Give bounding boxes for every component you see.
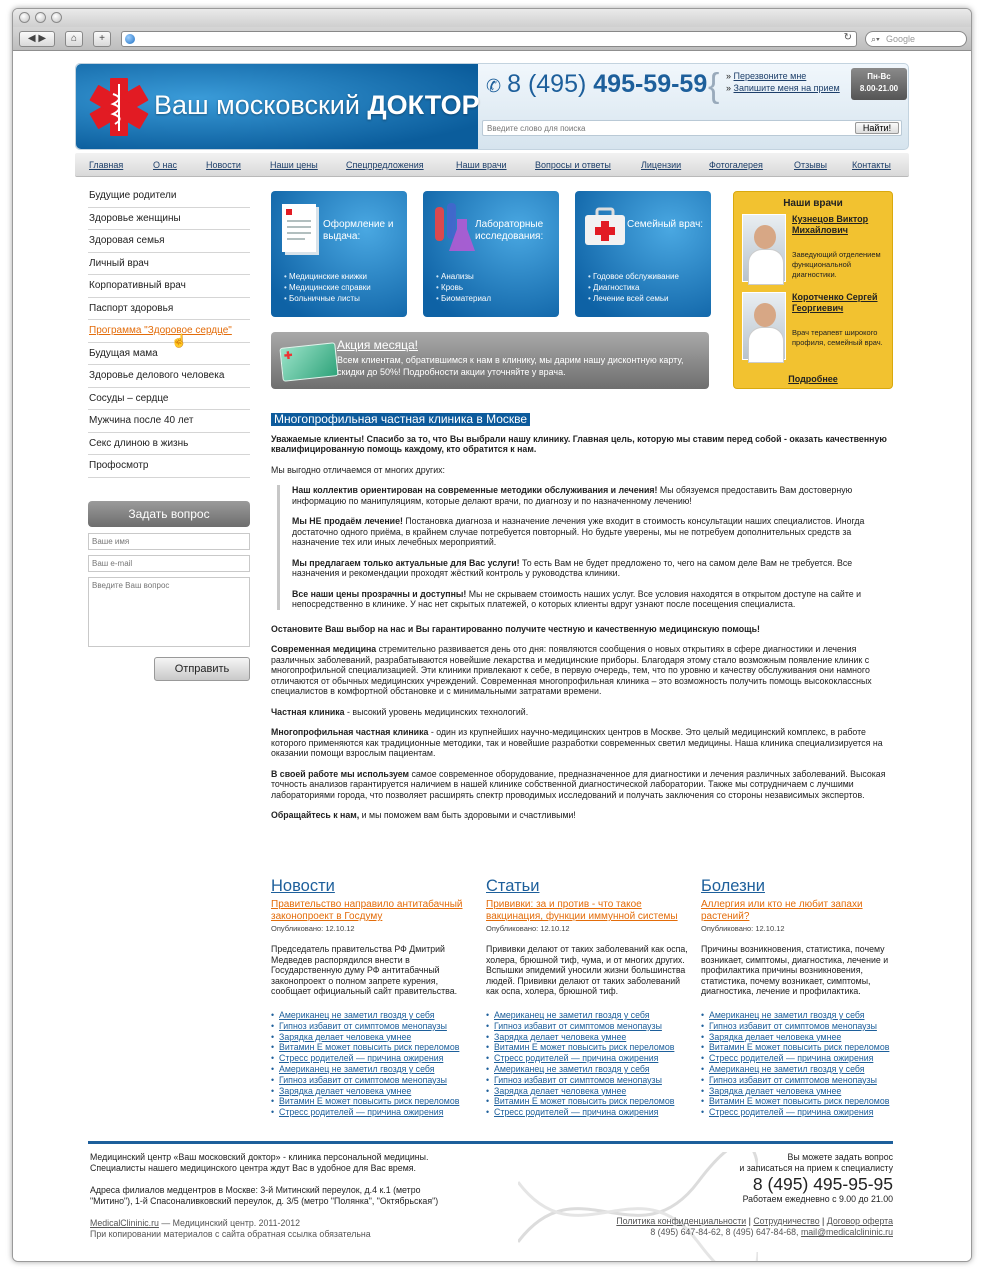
column-links	[701, 1010, 905, 1118]
column-link[interactable]: • Гипноз избавит от симптомов менопаузы	[486, 1021, 690, 1032]
doctor-photo[interactable]	[742, 214, 786, 282]
sidebar-item[interactable]: Корпоративный врач	[88, 275, 250, 298]
nav-prices[interactable]: Наши цены	[270, 160, 318, 170]
record-link[interactable]: Запишите меня на прием	[733, 83, 840, 93]
title-bar	[13, 9, 971, 27]
site-search-input[interactable]	[483, 121, 843, 135]
diseases-column	[701, 877, 905, 1118]
quote-bold: Мы предлагаем только актуальные для Вас услуги!	[292, 557, 520, 568]
hours-days: Пн-Вс	[867, 72, 891, 81]
sidebar-item[interactable]: Секс длиною в жизнь	[88, 433, 250, 456]
article-paragraph	[271, 707, 891, 718]
column-body: Председатель правительства РФ Дмитрий Медведев распорядился внести в Государственную думу РФ антитабачный законопроект о полном запрете курения, сообщает официальный сайт правительства.	[271, 944, 458, 996]
column-link[interactable]: • Гипноз избавит от симптомов менопаузы	[271, 1021, 475, 1032]
callback-link[interactable]: Перезвоните мне	[733, 71, 807, 81]
column-link[interactable]: • Американец не заметил гвоздя у себя	[701, 1064, 905, 1075]
column-link[interactable]: • Американец не заметил гвоздя у себя	[271, 1064, 475, 1075]
browser-window	[12, 8, 972, 1262]
column-link[interactable]: • Стресс родителей — причина ожирения	[271, 1053, 475, 1064]
quote-paragraph	[292, 558, 891, 579]
footer-mail-link[interactable]: mail@medicalclininic.ru	[800, 1227, 893, 1237]
sidebar-item[interactable]: Будущая мама	[88, 343, 250, 366]
zoom-window-icon[interactable]	[51, 12, 62, 23]
work-hours-badge	[851, 68, 907, 100]
email-field[interactable]	[88, 555, 250, 572]
footer-site-link[interactable]: MedicalClininic.ru	[90, 1218, 159, 1228]
doctor-name[interactable]: Кузнецов Виктор Михайлович	[792, 214, 869, 235]
footer-privacy-link[interactable]: Политика конфиденциальности	[616, 1216, 747, 1226]
column-link[interactable]: • Витамин Е может повысить риск переломов	[701, 1042, 905, 1053]
footer-about: Медицинский центр «Ваш московский доктор» - клиника персональной медицины.	[90, 1152, 429, 1162]
column-title[interactable]: Статьи	[486, 877, 540, 895]
service-documents[interactable]	[271, 191, 407, 317]
column-title[interactable]: Новости	[271, 877, 335, 895]
search-icon: ⌕▾	[871, 34, 880, 44]
news-column	[271, 877, 475, 1118]
column-link[interactable]: • Витамин Е может повысить риск переломов	[701, 1096, 905, 1107]
sidebar-item[interactable]: Профосмотр	[88, 455, 250, 478]
paragraph-bold: Многопрофильная частная клиника	[271, 727, 429, 737]
service-list-item: • Годовое обслуживание	[588, 271, 679, 282]
column-link[interactable]: • Витамин Е может повысить риск переломов	[486, 1042, 690, 1053]
service-title: Лабораторные исследования:	[475, 219, 544, 242]
column-date: Опубликовано: 12.10.12	[486, 924, 570, 933]
paragraph-text: - высокий уровень медицинских технологий.	[344, 706, 529, 717]
main-article	[271, 413, 891, 831]
column-link[interactable]: • Американец не заметил гвоздя у себя	[486, 1010, 690, 1021]
phone-code: 8 (495)	[507, 70, 594, 98]
paragraph-bold: Обращайтесь к нам,	[271, 810, 360, 820]
articles-column	[486, 877, 690, 1118]
quote-bold: Наш коллектив ориентирован на современные методики обслуживания и лечения!	[292, 485, 658, 495]
column-link[interactable]: • Зарядка делает человека умнее	[486, 1032, 690, 1043]
doctor-description: Врач терапевт широкого профиля, семейный врач.	[792, 328, 883, 347]
column-link[interactable]: • Стресс родителей — причина ожирения	[486, 1053, 690, 1064]
doctors-panel	[733, 191, 893, 389]
home-icon[interactable]: ⌂	[65, 31, 83, 47]
doctor-description: Заведующий отделением функциональной диагностики.	[792, 250, 881, 279]
site-header	[75, 63, 909, 150]
quote-text: Мы не скрываем стоимость наших услуг. Все условия находятся в открытом доступе на сайте и непосредственно в клинике. У нас нет скрытых платежей, о которых клиенты вдруг узнают после посещения специалиста.	[292, 588, 862, 609]
column-link[interactable]: • Американец не заметил гвоздя у себя	[701, 1010, 905, 1021]
medical-star-icon	[88, 76, 150, 138]
nav-offers[interactable]: Спецпредложения	[346, 160, 424, 170]
sidebar-item[interactable]: Личный врач	[88, 253, 250, 276]
logo-text-regular: Ваш московский	[154, 90, 368, 120]
column-date: Опубликовано: 12.10.12	[701, 924, 785, 933]
doctor-name[interactable]: Коротченко Сергей Георгиевич	[792, 292, 878, 313]
main-navigation	[75, 153, 909, 177]
column-link[interactable]: • Витамин Е может повысить риск переломов	[271, 1042, 475, 1053]
service-laboratory[interactable]	[423, 191, 559, 317]
footer-address: "Митино"), 1-й Спасоналивковский переулок, д. 3/5 (метро "Полянка", "Октябрьская")	[90, 1196, 439, 1206]
service-list-item: • Лечение всей семьи	[588, 293, 679, 304]
close-window-icon[interactable]	[19, 12, 30, 23]
column-link[interactable]: • Зарядка делает человека умнее	[701, 1032, 905, 1043]
service-family-doctor[interactable]	[575, 191, 711, 317]
column-link[interactable]: • Гипноз избавит от симптомов менопаузы	[486, 1075, 690, 1086]
column-links	[486, 1010, 690, 1118]
logo-text-bold: ДОКТОР	[367, 90, 480, 120]
phone-number: 495-59-59	[593, 70, 708, 98]
column-lead-link[interactable]: Аллергия или кто не любит запахи растений?	[701, 899, 863, 922]
footer-phones: 8 (495) 647-84-62, 8 (495) 647-84-68,	[650, 1227, 801, 1237]
quote-bold: Мы НЕ продаём лечение!	[292, 516, 403, 526]
add-bookmark-icon[interactable]: +	[93, 31, 111, 47]
service-list	[284, 271, 371, 304]
nav-licenses[interactable]: Лицензии	[641, 160, 682, 170]
column-title[interactable]: Болезни	[701, 877, 765, 895]
sidebar-item-active[interactable]: Программа "Здоровое сердце"	[88, 320, 250, 343]
footer-cooperation-link[interactable]: Сотрудничество	[753, 1216, 820, 1226]
column-link[interactable]: • Зарядка делает человека умнее	[271, 1086, 475, 1097]
quote-paragraph	[292, 516, 891, 548]
address-bar[interactable]	[121, 31, 857, 47]
column-link[interactable]: • Витамин Е может повысить риск переломов	[486, 1096, 690, 1107]
paragraph-text: стремительно развивается день ото дня: появляются сообщения о новых открытиях в сфере диагностики и лечения различных заболеваний, разрабатываются новейшие лекарства и медицинские приборы. Благодаря этому стало возможным появление клиник с многопрофильной специализацией. Эти клиники привлекают к себе, в первую очередь, тем, что по уровню и качеству обслуживания они намного отличаются от обычных медицинских учреждений. Современная многопрофильная клиника – это возможность получить помощь высококлассных специалистов в комфортной обстановке и с минимальными затратами времени.	[271, 644, 872, 696]
column-links	[271, 1010, 475, 1118]
footer-ask: и записаться на прием к специалисту	[739, 1163, 893, 1173]
name-field[interactable]	[88, 533, 250, 550]
footer-info	[90, 1152, 510, 1240]
nav-faq[interactable]: Вопросы и ответы	[535, 160, 611, 170]
hours-time: 8.00-21.00	[859, 84, 899, 93]
column-link[interactable]: • Зарядка делает человека умнее	[701, 1086, 905, 1097]
browser-toolbar	[13, 27, 971, 51]
browser-search-field[interactable]	[865, 31, 967, 47]
ask-question-title: Задать вопрос	[88, 501, 250, 527]
footer-copyright: При копировании материалов с сайта обратная ссылка обязательна	[90, 1229, 371, 1239]
service-list	[436, 271, 491, 304]
quote-bold: Все наши цены прозрачны и доступны!	[292, 588, 467, 599]
service-title: Семейный врач:	[627, 219, 704, 230]
footer-site-text: — Медицинский центр. 2011-2012	[158, 1218, 301, 1228]
paragraph-bold: Частная клиника	[271, 706, 345, 717]
callback-links: » Перезвоните мне » Запишите меня на прием	[726, 71, 840, 93]
service-list	[588, 271, 679, 304]
sidebar-item[interactable]: Здоровье женщины	[88, 208, 250, 231]
flask-icon	[431, 201, 475, 259]
footer-about: Специалисты нашего медицинского центра ждут Вас в удобное для Вас время.	[90, 1163, 416, 1173]
footer-phone: 8 (495) 495-95-95	[752, 1174, 893, 1194]
footer-ask: Вы можете задать вопрос	[787, 1152, 893, 1162]
service-list-item: • Больничные листы	[284, 293, 371, 304]
nav-contacts[interactable]: Контакты	[852, 160, 891, 170]
quote-text: Мы обязуемся предоставить Вам достоверную информацию по манипуляциям, которые делают врачи, по диагнозу и по назначенному лечению!	[292, 485, 853, 506]
first-aid-kit-icon	[583, 201, 627, 259]
footer-contacts: Вы можете задать вопрос и записаться на прием к специалисту 8 (495) 495-95-95 Работаем ежедневно с 9.00 до 21.00 Политика конфиденциальности | Сотрудничество | Договор оферта 8 (495) 647-84-62, 8 (495) 647-84-68, mail@medicalclininic.ru	[616, 1152, 893, 1237]
phone-icon: ✆	[486, 76, 502, 96]
quote-text: То есть Вам не будет предложено то, чего на самом деле Вам не требуется. Все назначения и рекомендации проходят жёсткий контроль у руководства клиники.	[292, 557, 853, 578]
article-lead: Мы выгодно отличаемся от многих других:	[271, 464, 445, 475]
nav-news[interactable]: Новости	[206, 160, 241, 170]
nav-home[interactable]: Главная	[89, 160, 124, 170]
paragraph-text: и мы поможем вам быть здоровыми и счастливыми!	[359, 810, 576, 820]
sidebar-item[interactable]: Будущие родители	[88, 185, 250, 208]
send-button[interactable]: Отправить	[154, 657, 250, 681]
column-link[interactable]: • Гипноз избавит от симптомов менопаузы	[701, 1021, 905, 1032]
article-choose: Остановите Ваш выбор на нас и Вы гарантированно получите честную и качественную медицинскую помощь!	[271, 623, 760, 634]
paragraph-bold: Современная медицина	[271, 644, 377, 654]
paragraph-text: самое современное оборудование, предназначенное для диагностики и лечения различных заболеваний. Высокая точность анализов гарантируется наличием в нашей клинике собственной диагностической лаборатории. Также мы сотрудничаем с лучшими лабораториями города, что позволяет расширять спектр проводимых исследований и получать заключения со стороны независимых экспертов.	[271, 768, 886, 800]
sidebar-item[interactable]: Сосуды – сердце	[88, 388, 250, 411]
article-intro: Уважаемые клиенты! Спасибо за то, что Вы выбрали нашу клинику. Главная цель, которую мы ставим перед собой - оказать качественную квалифицированную помощь каждому, кто обратится к нам.	[271, 433, 887, 454]
nav-gallery[interactable]: Фотогалерея	[709, 160, 763, 170]
column-link[interactable]: • Зарядка делает человека умнее	[486, 1086, 690, 1097]
question-field[interactable]	[88, 577, 250, 647]
site-search	[482, 120, 902, 136]
site-logo[interactable]	[76, 64, 478, 149]
ask-question-form	[88, 501, 250, 675]
sidebar-item[interactable]: Здоровая семья	[88, 230, 250, 253]
footer-hours: Работаем ежедневно с 9.00 до 21.00	[742, 1194, 893, 1204]
service-title: Оформление и выдача:	[323, 219, 394, 242]
site-footer	[88, 1141, 893, 1251]
discount-card-icon	[279, 342, 338, 382]
paragraph-text: - один из крупнейших научно-медицинских центров в Москве. Это целый медицинский комплекс, в работе которого применяются как традиционные методики, так и новейшие разработки современных светил медицины. Наша клиника специализируется на оказании помощи взрослым пациентам.	[271, 727, 883, 758]
sidebar-item[interactable]: Здоровье делового человека	[88, 365, 250, 388]
column-body: Прививки делают от таких заболеваний как оспа, холера, брюшной тиф, чума, и от многих других. Вспышки эпидемий уносили жизни большинства людей. Прививки делают от таких заболеваний как оспа, холера, брюшной тиф.	[486, 944, 688, 996]
column-link[interactable]: • Стресс родителей — причина ожирения	[701, 1053, 905, 1064]
document-icon	[279, 201, 323, 259]
article-title: Многопрофильная частная клиника в Москве	[271, 413, 530, 426]
quote-paragraph	[292, 589, 891, 610]
column-link[interactable]: • Американец не заметил гвоздя у себя	[271, 1010, 475, 1021]
column-link[interactable]: • Гипноз избавит от симптомов менопаузы	[271, 1075, 475, 1086]
sidebar-item[interactable]: Паспорт здоровья	[88, 298, 250, 321]
quote-text: Постановка диагноза и назначение лечения уже входит в стоимость консультации наших специалистов. Иногда достаточно одного приёма, в крайнем случае потребуется повторный. Но будьте уверены, мы не потребуем дополнительных средств за назначение тех или иных лечебных мероприятий.	[292, 516, 865, 547]
hand-cursor-icon: ☝	[171, 333, 188, 348]
footer-offer-link[interactable]: Договор оферта	[826, 1216, 893, 1226]
column-link[interactable]: • Стресс родителей — причина ожирения	[271, 1107, 475, 1118]
service-list-item: • Биоматериал	[436, 293, 491, 304]
article-paragraph	[271, 769, 891, 801]
column-link[interactable]: • Американец не заметил гвоздя у себя	[486, 1064, 690, 1075]
service-list-item: • Анализы	[436, 271, 491, 282]
quote-paragraph	[292, 485, 891, 506]
column-link[interactable]: • Витамин Е может повысить риск переломов	[271, 1096, 475, 1107]
column-link[interactable]: • Стресс родителей — причина ожирения	[701, 1107, 905, 1118]
column-lead-link[interactable]: Правительство направило антитабачный законопроект в Госдуму	[271, 899, 463, 922]
service-list-item: • Медицинские книжки	[284, 271, 371, 282]
article-paragraph	[271, 810, 891, 821]
minimize-window-icon[interactable]	[35, 12, 46, 23]
doctors-more-link[interactable]: Подробнее	[788, 374, 838, 384]
browser-search-placeholder: Google	[886, 34, 916, 44]
web-page	[13, 51, 972, 1262]
article-quote	[277, 485, 891, 610]
logo-title	[154, 90, 480, 121]
footer-address: Адреса филиалов медцентров в Москве: 3-й Митинский переулок, д.4 к.1 (метро	[90, 1185, 421, 1195]
column-date: Опубликовано: 12.10.12	[271, 924, 355, 933]
paragraph-bold: В своей работе мы используем	[271, 768, 410, 779]
header-phone	[486, 70, 707, 99]
nav-about[interactable]: О нас	[153, 160, 177, 170]
sidebar-menu	[88, 185, 250, 478]
doctors-title: Наши врачи	[783, 198, 843, 209]
column-link[interactable]: • Гипноз избавит от симптомов менопаузы	[701, 1075, 905, 1086]
nav-doctors[interactable]: Наши врачи	[456, 160, 507, 170]
column-body: Причины возникновения, статистика, почему возникает, симптомы, диагностика, лечение и профилактика причины возникновения, статистика, почему возникает, симптомы, диагностика, лечение и профилактика.	[701, 944, 889, 996]
brace-divider: {	[708, 67, 720, 105]
column-link[interactable]: • Зарядка делает человека умнее	[271, 1032, 475, 1043]
nav-reviews[interactable]: Отзывы	[794, 160, 827, 170]
service-list-item: • Диагностика	[588, 282, 679, 293]
promo-text: Всем клиентам, обратившимся к нам в клинику, мы дарим нашу дисконтную карту, скидки до 50%! Подробности акции уточняйте у врача.	[337, 355, 684, 377]
doctor-photo[interactable]	[742, 292, 786, 360]
article-paragraph	[271, 644, 891, 697]
column-lead-link[interactable]: Прививки: за и против - что такое вакцинация, функции иммунной системы	[486, 899, 678, 922]
column-link[interactable]: • Стресс родителей — причина ожирения	[486, 1107, 690, 1118]
service-list-item: • Кровь	[436, 282, 491, 293]
promo-title[interactable]: Акция месяца!	[337, 338, 418, 352]
service-list-item: • Медицинские справки	[284, 282, 371, 293]
sidebar-item[interactable]: Мужчина после 40 лет	[88, 410, 250, 433]
back-forward-buttons[interactable]: ◀ ▶	[19, 31, 55, 47]
globe-icon	[125, 34, 135, 44]
reload-icon[interactable]: ↻	[843, 32, 852, 43]
site-search-button[interactable]: Найти!	[855, 122, 899, 134]
article-paragraph	[271, 727, 891, 759]
promo-banner[interactable]	[271, 332, 709, 389]
